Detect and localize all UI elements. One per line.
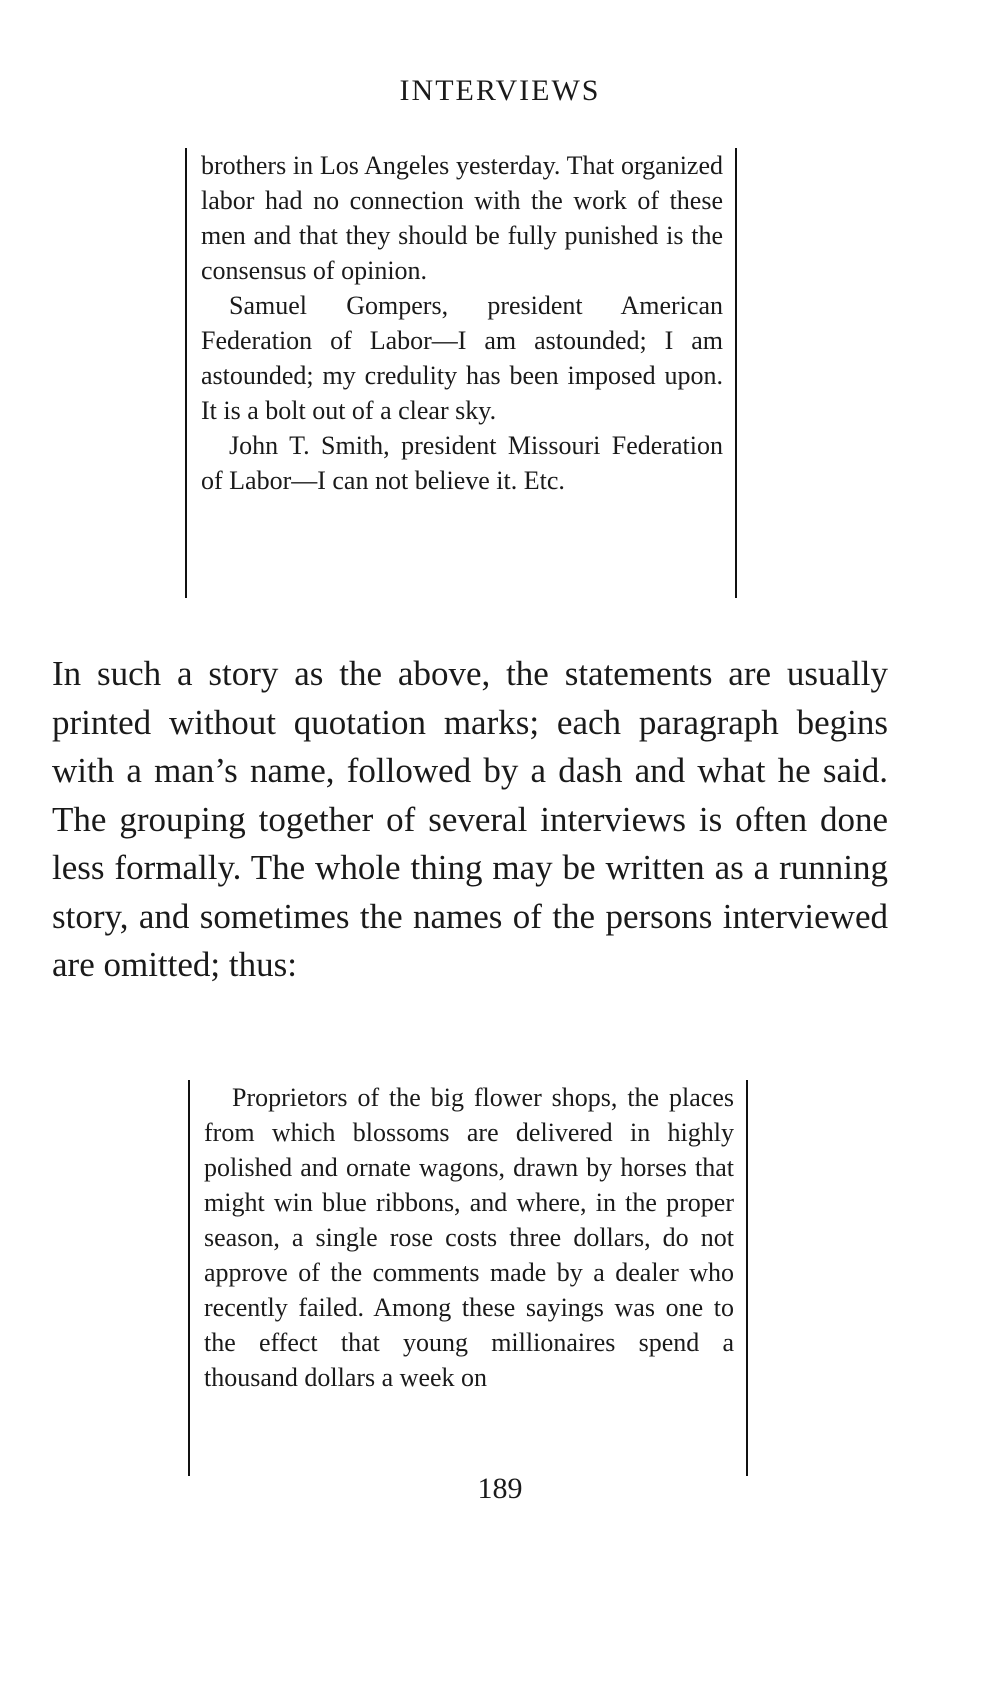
- newspaper-clipping-statements: [185, 148, 737, 598]
- page-number: 189: [477, 1472, 523, 1505]
- clipping-paragraph-gompers: Samuel Gompers, president American Federation of Labor—I am astounded; I am astounded; my credulity has been imposed upon. It is a bolt out of a clear sky.: [201, 291, 723, 425]
- body-paragraph: In such a story as the above, the statements are usually printed without quotation marks; each paragraph begins with a man’s name, followed by a dash and what he said. The grouping together of several interviews is often done less formally. The whole thing may be written as a running story, and sometimes the names of the persons interviewed are omitted; thus:: [52, 654, 888, 984]
- newspaper-clipping-flower-shops: [188, 1080, 748, 1476]
- clipping-paragraph-continuation: brothers in Los Angeles yesterday. That organized labor had no connection with the work of these men and that they should be fully punished is the consensus of opinion.: [201, 151, 723, 285]
- clipping-paragraph-smith: John T. Smith, president Missouri Federation of Labor—I can not believe it. Etc.: [201, 431, 723, 495]
- running-head: INTERVIEWS: [399, 74, 601, 107]
- clipping-paragraph-flower-shops: Proprietors of the big flower shops, the places from which blossoms are delivered in highly polished and ornate wagons, drawn by horses that might win blue ribbons, and where, in the proper season, a single rose costs three dollars, do not approve of the comments made by a dealer who recently failed. Among these sayings was one to the effect that young millionaires spend a thousand dollars a week on: [204, 1083, 734, 1392]
